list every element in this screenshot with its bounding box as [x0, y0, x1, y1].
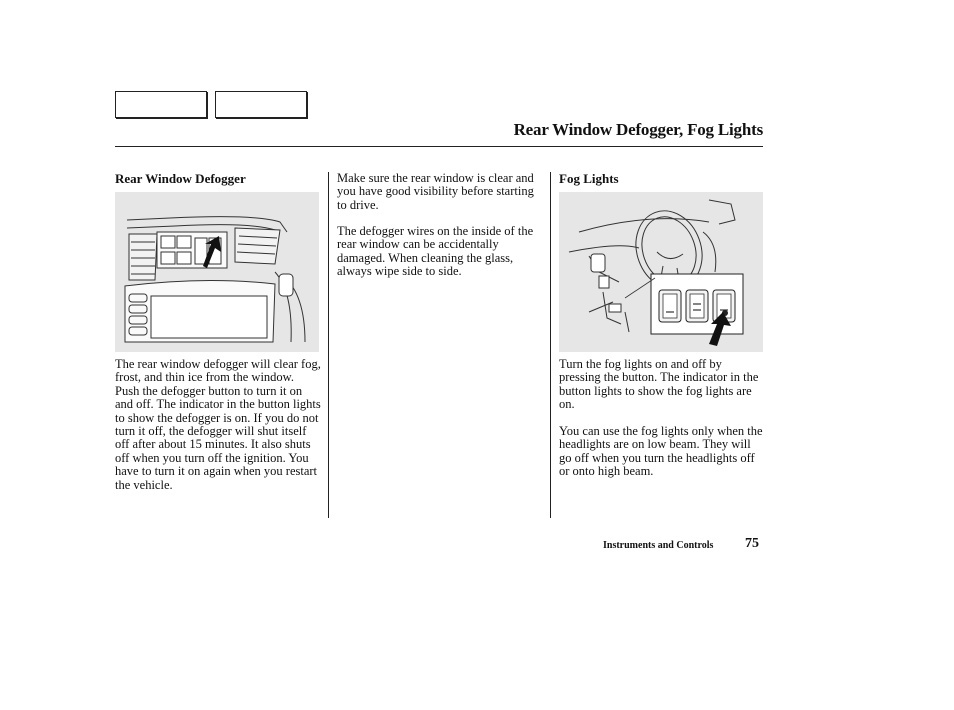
defogger-figure-drawing	[115, 192, 319, 352]
defogger-button-illustration	[115, 192, 319, 352]
nav-button-section-index[interactable]	[215, 91, 307, 118]
fog-lights-conditions: You can use the fog lights only when the headlights are on low beam. They will go off when you turn the headlights off or onto high beam.	[559, 424, 763, 479]
defogger-description: The rear window defogger will clear fog, frost, and thin ice from the window. Push the defogger button to turn it on and off. The indicator in the button lights to show the defogger is on. If you do not turn it off, the defogger will shut itself off after about 15 minutes. It also shuts off when you turn off the ignition. You have to turn it on again when you restart the vehicle.	[115, 357, 321, 492]
defogger-wires-note: The defogger wires on the inside of the rear window can be accidentally damaged. When cleaning the glass, always wipe side to side.	[337, 224, 534, 279]
title-divider	[115, 146, 763, 147]
fog-lights-operation: Turn the fog lights on and off by pressing the button. The indicator in the button lights to show the fog lights are on.	[559, 357, 759, 412]
nav-button-main-menu[interactable]	[115, 91, 207, 118]
section-heading-defogger: Rear Window Defogger	[115, 171, 246, 186]
fog-light-figure-drawing	[559, 192, 763, 352]
column-divider	[550, 172, 551, 518]
section-heading-fog-lights: Fog Lights	[559, 171, 619, 186]
footer-section-label: Instruments and Controls	[603, 540, 714, 551]
defogger-visibility-note: Make sure the rear window is clear and you have good visibility before starting to drive.	[337, 171, 534, 212]
page-title: Rear Window Defogger, Fog Lights	[513, 120, 763, 139]
fog-light-button-illustration	[559, 192, 763, 352]
page-number: 75	[745, 536, 759, 551]
column-divider	[328, 172, 329, 518]
